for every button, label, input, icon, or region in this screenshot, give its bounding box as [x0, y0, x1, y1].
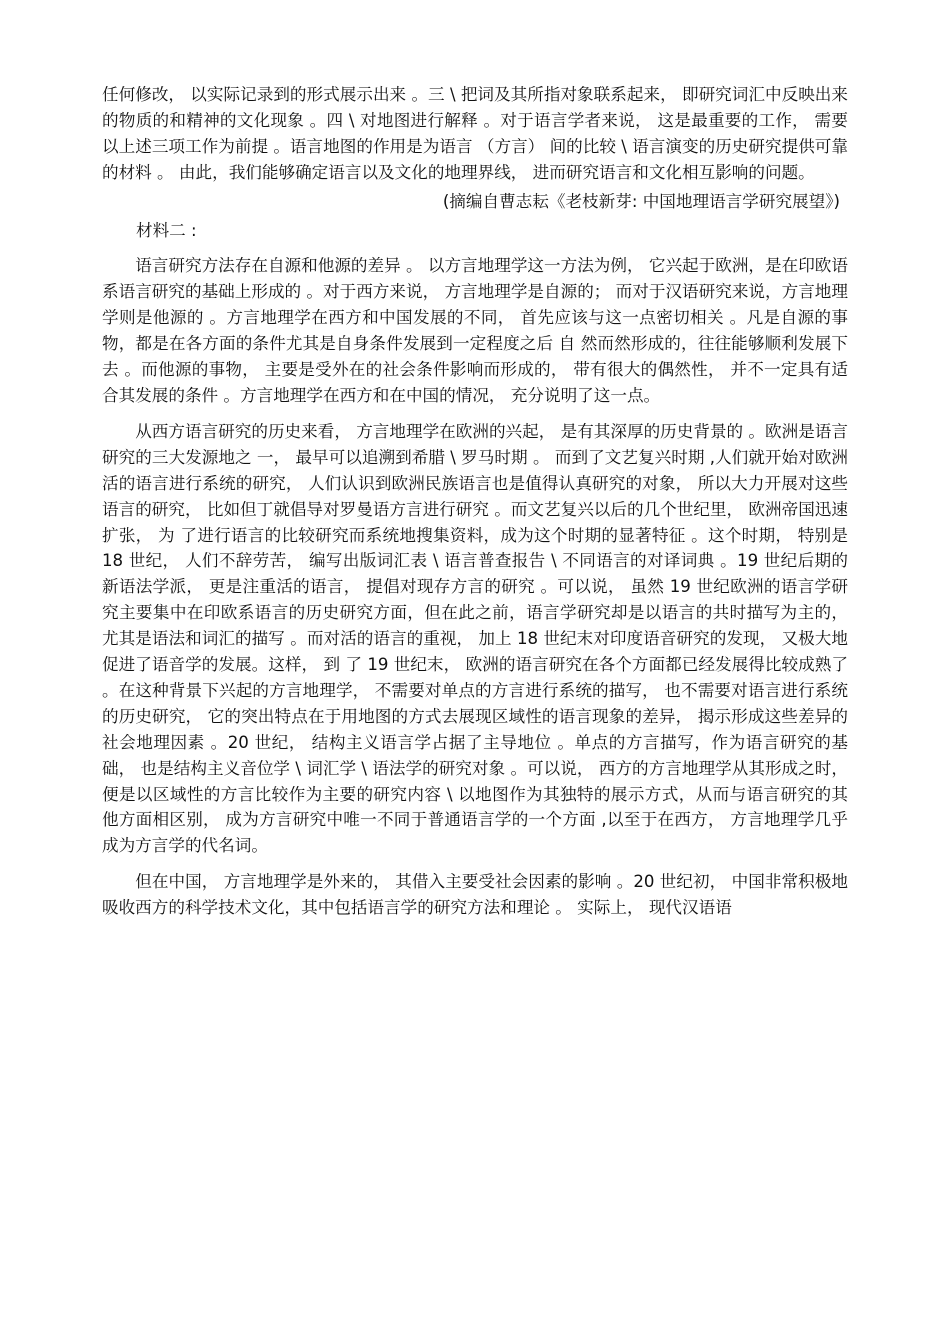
paragraph-2: 语言研究方法存在自源和他源的差异 。 以方言地理学这一方法为例， 它兴起于欧洲，是在印欧语系语言研究的基础上形成的 。对于西方来说， 方言地理学是自源的； 而对于汉语研究来说，方言地理学则是他源的 。方言地理学在西方和中国发展的不同， 首先应该与这一点密切相关 。凡是自源的事物，都是在各方面的条件尤其是自身条件发展到一定程度之后 自 然而然形成的，往往能够顺利发展下去 。而他源的事物， 主要是受外在的社会条件影响而形成的， 带有很大的偶然性， 并不一定具有适合其发展的条件 。方言地理学在西方和在中国的情况， 充分说明了这一点。	[102, 256, 848, 405]
paragraph-4: 但在中国， 方言地理学是外来的， 其借入主要受社会因素的影响 。20 世纪初， 中国非常积极地吸收西方的科学技术文化，其中包括语言学的研究方法和理论 。 实际上， 现代汉语语	[102, 872, 848, 918]
paragraph-3: 从西方语言研究的历史来看， 方言地理学在欧洲的兴起， 是有其深厚的历史背景的 。欧洲是语言研究的三大发源地之 一， 最早可以追溯到希腊 \ 罗马时期 。 而到了文艺复兴时期 ,人们就开始对欧洲活的语言进行系统的研究， 人们认识到欧洲民族语言也是值得认真研究的对象， 所以大力开展对这些语言的研究， 比如但丁就倡导对罗曼语方言进行研究 。而文艺复兴以后的几个世纪里， 欧洲帝国迅速扩张， 为 了进行语言的比较研究而系统地搜集资料，成为这个时期的显著特征 。这个时期， 特别是 18 世纪， 人们不辞劳苦， 编写出版词汇表 \ 语言普查报告 \ 不同语言的对译词典 。19 世纪后期的新语法学派， 更是注重活的语言， 提倡对现存方言的研究 。可以说， 虽然 19 世纪欧洲的语言学研究主要集中在印欧系语言的历史研究方面，但在此之前，语言学研究却是以语言的共时描写为主的， 尤其是语法和词汇的描写 。而对活的语言的重视， 加上 18 世纪末对印度语音研究的发现， 又极大地促进了语音学的发展。这样， 到 了 19 世纪末， 欧洲的语言研究在各个方面都已经发展得比较成熟了 。在这种背景下兴起的方言地理学， 不需要对单点的方言进行系统的描写， 也不需要对语言进行系统的历史研究， 它的突出特点在于用地图的方式去展现区域性的语言现象的差异， 揭示形成这些差异的社会地理因素 。20 世纪， 结构主义语言学占据了主导地位 。单点的方言描写，作为语言研究的基础， 也是结构主义音位学 \ 词汇学 \ 语法学的研究对象 。可以说， 西方的方言地理学从其形成之时， 便是以区域性的方言比较作为主要的研究内容 \ 以地图作为其独特的展示方式，从而与语言研究的其他方面相区别， 成为方言研究中唯一不同于普通语言学的一个方面 ,以至于在西方， 方言地理学几乎成为方言学的代名词。	[102, 421, 848, 856]
paragraph-1: 任何修改， 以实际记录到的形式展示出来 。三 \ 把词及其所指对象联系起来， 即研究词汇中反映出来的物质的和精神的文化现象 。四 \ 对地图进行解释 。对于语言学者来说， 这是最重要的工作， 需要以上述三项工作为前提 。语言地图的作用是为语言 （方言） 间的比较 \ 语言演变的历史研究提供可靠的材料 。 由此，我们能够确定语言以及文化的地理界线， 进而研究语言和文化相互影响的问题。	[102, 85, 848, 182]
source-citation: (摘编自曹志耘《老枝新芽: 中国地理语言学研究展望》)	[442, 191, 840, 211]
material-label: 材料二 :	[136, 220, 197, 240]
